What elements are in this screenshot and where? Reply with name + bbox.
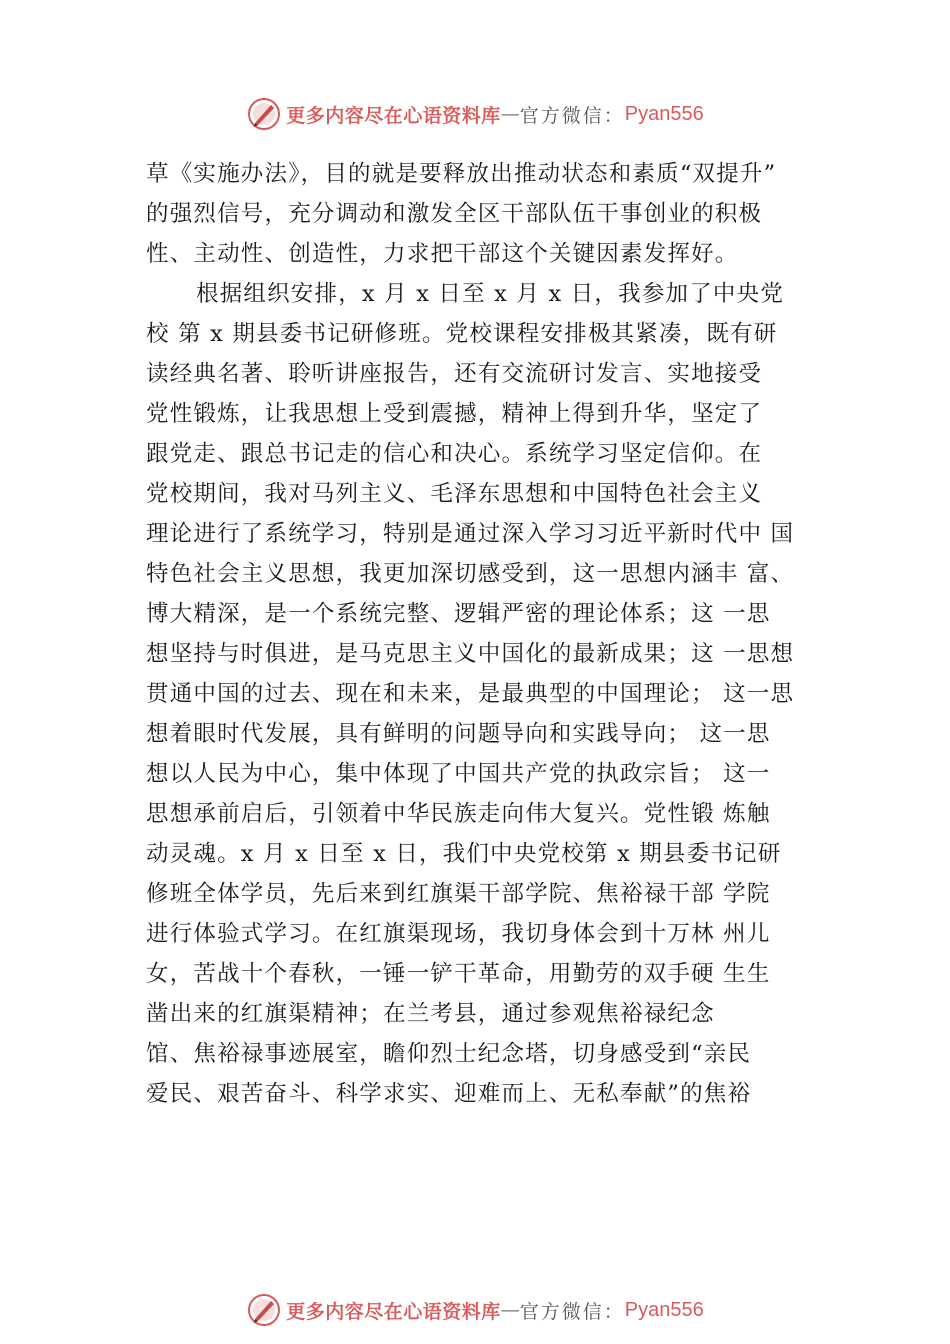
text-line: 博大精深，是一个系统完整、逻辑严密的理论体系；这 一思 bbox=[146, 601, 771, 627]
text-line: 党性锻炼，让我思想上受到震撼，精神上得到升华，坚定了 bbox=[146, 401, 763, 427]
watermark-wechat-label: 官方微信： bbox=[519, 1300, 625, 1323]
quill-pen-seal-icon bbox=[246, 96, 282, 132]
text-line: 读经典名著、聆听讲座报告，还有交流研讨发言、实地接受 bbox=[146, 361, 763, 387]
watermark-brand: 更多内容尽在心语资料库 bbox=[286, 104, 501, 127]
text-line: 理论进行了系统学习，特别是通过深入学习习近平新时代中 国 bbox=[146, 521, 795, 547]
quill-pen-seal-icon bbox=[246, 1292, 282, 1328]
text-line: 的强烈信号，充分调动和激发全区干部队伍干事创业的积极 bbox=[146, 201, 763, 227]
text-line: 校 第 x 期县委书记研修班。党校课程安排极其紧凑，既有研 bbox=[146, 321, 778, 347]
text-line: 党校期间，我对马列主义、毛泽东思想和中国特色社会主义 bbox=[146, 481, 763, 507]
text-line: 贯通中国的过去、现在和未来，是最典型的中国理论； 这一思 bbox=[146, 681, 795, 707]
text-line: 想着眼时代发展，具有鲜明的问题导向和实践导向； 这一思 bbox=[146, 721, 771, 747]
footer-watermark bbox=[0, 1288, 950, 1332]
text-line: 女，苦战十个春秋，一锤一铲干革命，用勤劳的双手硬 生生 bbox=[146, 961, 771, 987]
text-line: 草《实施办法》，目的就是要释放出推动状态和素质“双提升” bbox=[146, 161, 777, 187]
text-line: 特色社会主义思想，我更加深切感受到，这一思想内涵丰 富、 bbox=[146, 561, 795, 587]
watermark-wechat-label: 官方微信： bbox=[519, 104, 625, 127]
text-line: 根据组织安排，x 月 x 日至 x 月 x 日，我参加了中央党 bbox=[196, 281, 785, 307]
watermark-brand: 更多内容尽在心语资料库 bbox=[286, 1300, 501, 1323]
text-line: 性、主动性、创造性，力求把干部这个关键因素发挥好。 bbox=[146, 241, 739, 267]
text-line: 凿出来的红旗渠精神；在兰考县，通过参观焦裕禄纪念 bbox=[146, 1001, 715, 1027]
header-watermark bbox=[0, 92, 950, 136]
watermark-wechat-id: Pyan556 bbox=[624, 102, 704, 125]
text-line: 想以人民为中心，集中体现了中国共产党的执政宗旨； 这一 bbox=[146, 761, 771, 787]
text-line: 爱民、艰苦奋斗、科学求实、迎难而上、无私奉献”的焦裕 bbox=[146, 1081, 752, 1107]
text-line: 修班全体学员，先后来到红旗渠干部学院、焦裕禄干部 学院 bbox=[146, 881, 771, 907]
text-line: 动灵魂。x 月 x 日至 x 日，我们中央党校第 x 期县委书记研 bbox=[146, 841, 782, 867]
watermark-wechat-id: Pyan556 bbox=[624, 1298, 704, 1321]
text-line: 馆、焦裕禄事迹展室，瞻仰烈士纪念塔，切身感受到“亲民 bbox=[146, 1041, 752, 1067]
text-line: 想坚持与时俱进，是马克思主义中国化的最新成果；这 一思想 bbox=[146, 641, 795, 667]
text-line: 跟党走、跟总书记走的信心和决心。系统学习坚定信仰。在 bbox=[146, 441, 763, 467]
watermark-separator: — bbox=[500, 1299, 520, 1321]
watermark-separator: — bbox=[500, 103, 520, 125]
text-line: 思想承前启后，引领着中华民族走向伟大复兴。党性锻 炼触 bbox=[146, 801, 771, 827]
text-line: 进行体验式学习。在红旗渠现场，我切身体会到十万林 州儿 bbox=[146, 921, 771, 947]
document-body bbox=[146, 154, 836, 1114]
